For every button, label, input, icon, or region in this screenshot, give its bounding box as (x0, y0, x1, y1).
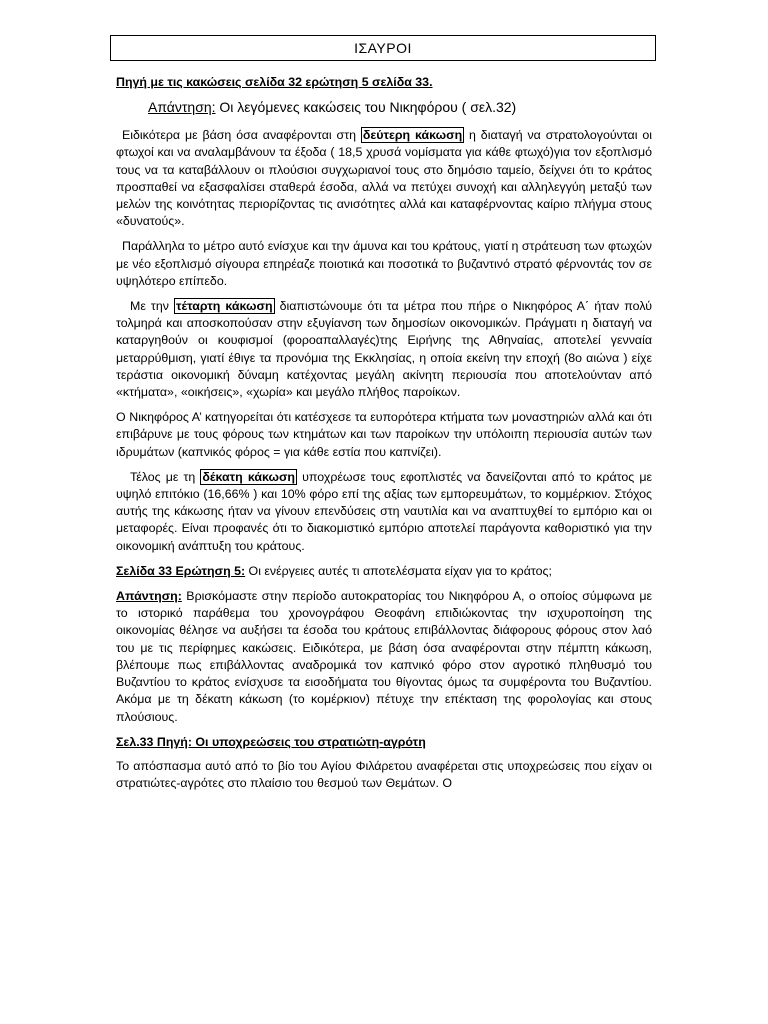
boxed-term: δέκατη κάκωση (202, 469, 295, 484)
paragraph-text: Τέλος με τη (130, 469, 201, 484)
answer-label: Απάντηση: (116, 589, 182, 604)
question-line (116, 563, 652, 580)
paragraph-text: διαπιστώνουμε ότι τα μέτρα που πήρε ο Νικηφόρος Α΄ ήταν πολύ τολμηρά και αποσκοπούσαν στην εξυγίανση των δημοσίων οικονομικών. Πράγματι η διαταγή να καταργηθούν οι κουφισμοί (φοροαπαλλαγές)της Ειρήνης της Αθηναίας, αποτελεί γενναία μεταρρύθμιση, γιατί έθιγε τα προνόμια της Εκκλησίας, η οποία εκείνη την εποχή (8ο αιώνα ) είχε τεράστια οικονομική δύναμη κατέχοντας μεγάλη ακίνητη περιουσία που αποτελούνταν από «κτήματα», «οικήσεις», «χωρία» και μεγάλο πλήθος παροίκων. (116, 299, 652, 400)
paragraph-filaretos: Το απόσπασμα αυτό από το βίο του Αγίου Φιλάρετου αναφέρεται στις υποχρεώσεις που είχαν οι στρατιώτες-αγρότες στο πλαίσιο του θεσμού των Θεμάτων. Ο (116, 758, 652, 791)
answer-paragraph (116, 588, 652, 726)
paragraph-text: Με την (130, 299, 174, 314)
paragraph-tenth-kakosi (116, 469, 652, 555)
boxed-term: τέταρτη κάκωση (175, 299, 273, 314)
paragraph-defense: Παράλληλα το μέτρο αυτό ενίσχυε και την άμυνα και του κράτους, γιατί η στράτευση των φτωχών με νέο εξοπλισμό σίγουρα επηρέαζε ποιοτικά και ποσοτικά το βυζαντινό στρατό φέρνοντάς τον σε υψηλότερο επίπεδο. (116, 239, 652, 288)
document-body (116, 74, 652, 800)
paragraph-text: Ειδικότερα με βάση όσα αναφέρονται στη (122, 128, 361, 143)
answer-text: Βρισκόμαστε στην περίοδο αυτοκρατορίας του Νικηφόρου Α, ο οποίος σύμφωνα με το ιστορικό παράθεμα του χρονογράφου Θεοφάνη επιδιώκοντας την ισχυροποίηση της οικονομίας θέλησε να αυξήσει τα έσοδα του κράτους επιβάλλοντας διάφορους φόρους στον λαό του με τις περίφημες κακώσεις. Ειδικότερα, με βάση όσα αναφέρονται στην πέμπτη κάκωση, βλέπουμε πως επιβάλλοντας αναδρομικά τον καπνικό φόρο στον αγροτικό πληθυσμό του Βυζαντίου το κράτος ενίσχυσε τα εισοδήματα του θίγοντας όμως τα συμφέροντα του Βυζαντίου. Ακόμα με τη δέκατη κάκωση (το κομέρκιον) πέτυχε την επέκταση της φορολογίας και στους πλούσιους. (116, 589, 652, 724)
paragraph-fourth-kakosi (116, 298, 652, 401)
paragraph-text: υποχρέωσε τους εφοπλιστές να δανείζονται από το κράτος με υψηλό επιτόκιο (16,66% ) και 10% φόρο επί της αξίας των εμπορευμάτων, το κομμέρκιον. Στόχος αυτής της κάκωσης ήταν να γίνουν επενδύσεις στη ναυτιλία και να αναπτυχθεί το εμπόριο και οι μεταφορές. Είναι προφανές ότι το διακομιστικό εμπόριο αποτελεί παράγοντα καθοριστικό για την οικονομική ανάπτυξη του κράτους. (116, 469, 652, 553)
paragraph-second-kakosi (116, 127, 652, 230)
question-label: Σελίδα 33 Ερώτηση 5: (116, 563, 246, 578)
answer-label: Απάντηση: (148, 99, 216, 116)
source-heading: Πηγή με τις κακώσεις σελίδα 32 ερώτηση 5 σελίδα 33. (116, 75, 433, 89)
boxed-term: δεύτερη κάκωση (362, 128, 463, 143)
document-title: ΙΣΑΥΡΟΙ (110, 35, 656, 61)
answer-heading-text: Οι λεγόμενες κακώσεις του Νικηφόρου ( σελ.32) (215, 99, 517, 116)
source-heading-2: Σελ.33 Πηγή: Οι υποχρεώσεις του στρατιώτη-αγρότη (116, 734, 426, 749)
paragraph-monasteries: Ο Νικηφόρος Α’ κατηγορείται ότι κατέσχεσε τα ευπορότερα κτήματα των μοναστηριών αλλά και ότι επιβάρυνε με τους φόρους των κτημάτων και των παροίκων την υπόλοιπη περιουσία αυτών των ιδρυμάτων (καπνικός φόρος = για κάθε εστία που καπνίζει). (116, 410, 652, 459)
question-text: Οι ενέργειες αυτές τι αποτελέσματα είχαν για το κράτος; (245, 563, 552, 578)
paragraph-text: η διαταγή να στρατολογούνται οι φτωχοί και να αναλαμβάνουν τα έξοδα ( 18,5 χρυσά νομίσματα για κάθε φτωχό)για τον εξοπλισμό τους να τα καταβάλλουν οι πλούσιοι συγχωριανοί τους στο δημόσιο ταμείο, δείχνει ότι το κράτος προσπαθεί να εξασφαλίσει σταθερά έσοδα, αλλά να πετύχει συνοχή και αλληλεγγύη μεταξύ των μελών της κοινότητας περιορίζοντας τις ανισότητες αλλά και καταφέρνοντας καίριο πλήγμα στους «δυνατούς». (116, 128, 652, 229)
answer-heading (148, 98, 652, 116)
